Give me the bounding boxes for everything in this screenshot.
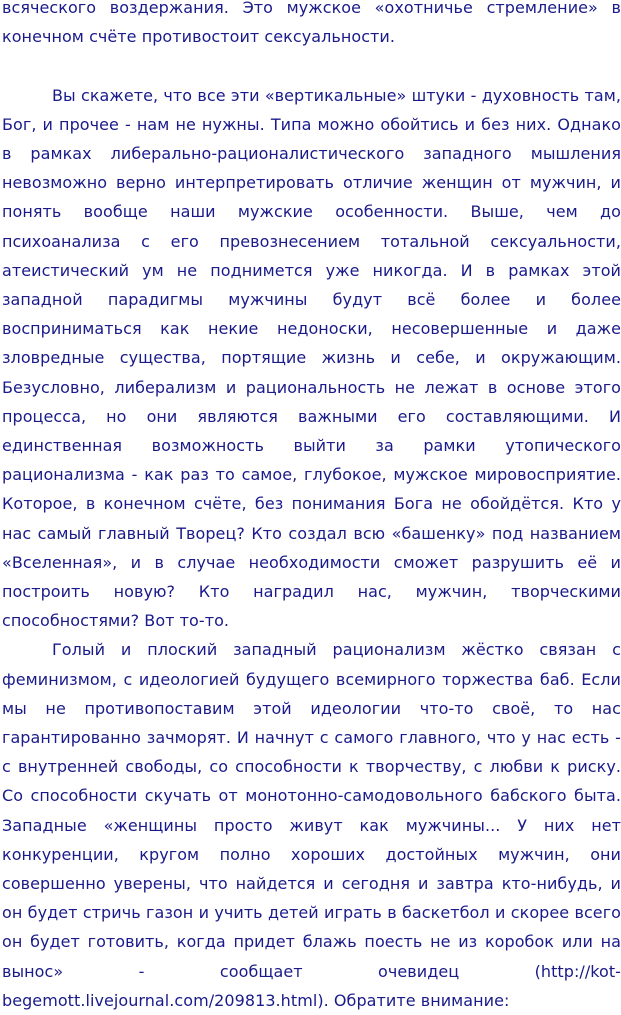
paragraph-western-rationalism: Голый и плоский западный рационализм жёстко связан с феминизмом, с идеологией будущего всемирного торжества баб. Если мы не противопоставим этой идеологии что-то своё, то нас гарантированно зачморят. И начнут с самого главного, что у нас есть - с внутренней свободы, со способности к творчеству, с любви к риску. Со способности скучать от монотонно-самодовольного бабского быта. Западные «женщины просто живут как мужчины... У них нет конкуренции, кругом полно хороших достойных мужчин, они совершенно уверены, что найдется и сегодня и завтра кто-нибудь, и он будет стричь газон и учить детей играть в баскетбол и скорее всего он будет готовить, когда придет блажь поесть не из коробок или на вынос» - сообщает очевидец (http://kot-begemott.livejournal.com/209813.html). Обратите внимание: xyxy=(2,640,621,1010)
paragraph-spacer xyxy=(2,51,621,80)
document-body xyxy=(2,0,621,1015)
paragraph-vertical-things: Вы скажете, что все эти «вертикальные» штуки - духовность там, Бог, и прочее - нам не нужны. Типа можно обойтись и без них. Однако в рамках либерально-рационалистического западного мышления невозможно верно интерпретировать отличие женщин от мужчин, и понять вообще наши мужские особенности. Выше, чем до психоанализа с его превознесением тотальной сексуальности, атеистический ум не поднимется уже никогда. И в рамках этой западной парадигмы мужчины будут всё более и более восприниматься как некие недоноски, несовершенные и даже зловредные существа, портящие жизнь и себе, и окружающим. Безусловно, либерализм и рациональность не лежат в основе этого процесса, но они являются важными его составляющими. И единственная возможность выйти за рамки утопического рационализма - как раз то самое, глубокое, мужское мировосприятие. Которое, в конечном счёте, без понимания Бога не обойдётся. Кто у нас самый главный Творец? Кто создал всю «башенку» под названием «Вселенная», и в случае необходимости сможет разрушить её и построить новую? Кто наградил нас, мужчин, творческими способностями? Вот то-то. xyxy=(2,85,621,631)
paragraph-continuation: всяческого воздержания. Это мужское «охотничье стремление» в конечном счёте противостоит сексуальности. xyxy=(2,0,621,47)
